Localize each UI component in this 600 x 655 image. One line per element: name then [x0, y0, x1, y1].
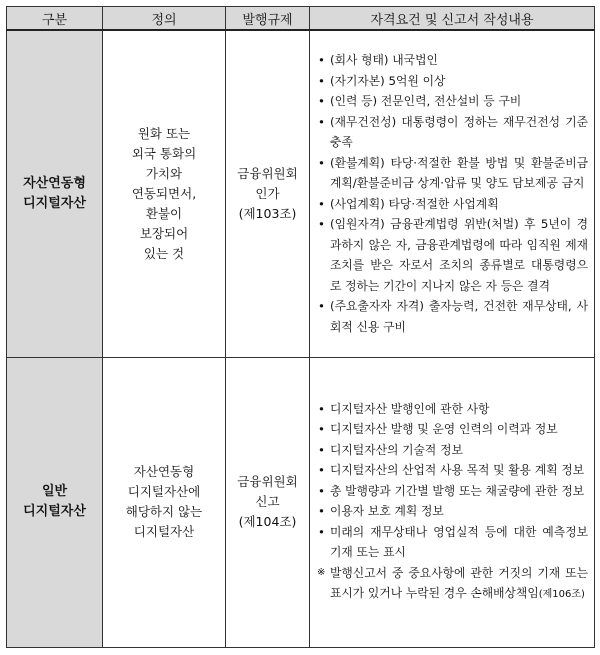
- definition-line: 디지털자산에: [127, 484, 201, 499]
- requirement-item: • 총 발행량과 기간별 발행 또는 채굴량에 관한 정보: [318, 481, 588, 502]
- liability-note: [318, 563, 588, 606]
- table-row: [7, 357, 595, 647]
- definition-line: 자산연동형: [133, 464, 195, 479]
- table-row: [7, 30, 595, 357]
- definition-line: 디지털자산: [133, 524, 195, 539]
- comparison-table: [6, 6, 595, 648]
- requirement-item: • (임원자격) 금융관계법령 위반(처벌) 후 5년이 경과하지 않은 자, 금융관계법령에 따라 임직원 제재조치를 받은 자로서 조치의 종류별로 대통령령으로 정하는 기간이 지나지 않은 자 등은 결격: [318, 214, 588, 296]
- category-line: 디지털자산: [23, 504, 86, 519]
- table-header-row: [7, 7, 595, 31]
- definition-cell: [103, 30, 226, 357]
- requirement-item: • (환불계획) 타당·적절한 환불 방법 및 환불준비금 계획/환불준비금 상계·압류 및 양도 담보제공 금지: [318, 153, 588, 194]
- category-line: 디지털자산: [23, 195, 86, 211]
- note-article-ref: (제106조): [538, 589, 585, 600]
- header-requirements: 자격요건 및 신고서 작성내용: [310, 7, 595, 31]
- note-text: 발행신고서 중 중요사항에 관한 거짓의 기재 또는 표시가 있거나 누락된 경우 손해배상책임: [330, 565, 588, 600]
- regulation-line: (제103조): [238, 205, 297, 221]
- category-cell: [7, 30, 103, 357]
- category-cell: [7, 357, 103, 647]
- definition-cell: [103, 357, 226, 647]
- requirement-item: • (사업계획) 타당·적절한 사업계획: [318, 194, 588, 215]
- regulation-cell: [226, 30, 310, 357]
- requirement-item: • (재무건전성) 대통령령이 정하는 재무건전성 기준 충족: [318, 112, 588, 153]
- regulation-cell: [226, 357, 310, 647]
- definition-line: 원화 또는: [137, 125, 191, 141]
- definition-line: 가치와: [145, 165, 183, 181]
- regulation-line: (제104조): [238, 514, 297, 529]
- requirements-cell: [310, 357, 595, 647]
- category-line: 일반: [41, 484, 68, 499]
- requirement-item: • 디지털자산 발행인에 관한 사항: [318, 399, 588, 420]
- requirements-cell: [310, 30, 595, 357]
- category-line: 자산연동형: [23, 175, 86, 191]
- requirement-item: • 디지털자산의 기술적 정보: [318, 440, 588, 461]
- definition-line: 해당하지 않는: [125, 504, 203, 519]
- requirement-item: • 이용자 보호 계획 정보: [318, 501, 588, 522]
- requirement-item: • (회사 형태) 내국법인: [318, 50, 588, 71]
- header-definition: 정의: [103, 7, 226, 31]
- header-regulation: 발행규제: [226, 7, 310, 31]
- regulation-line: 신고: [255, 494, 280, 509]
- requirement-item: • 디지털자산의 산업적 사용 목적 및 활용 계획 정보: [318, 460, 588, 481]
- requirement-item: • (자기자본) 5억원 이상: [318, 71, 588, 92]
- regulation-line: 금융위원회: [237, 165, 298, 181]
- requirement-item: • (주요출자자 자격) 출자능력, 건전한 재무상태, 사회적 신용 구비: [318, 296, 588, 337]
- definition-line: 보장되어: [139, 225, 189, 241]
- definition-line: 환불이: [145, 205, 183, 221]
- definition-line: 외국 통화의: [131, 145, 197, 161]
- regulation-line: 금융위원회: [237, 474, 298, 489]
- requirement-item: • 디지털자산 발행 및 운영 인력의 이력과 정보: [318, 419, 588, 440]
- definition-line: 연동되면서,: [131, 185, 197, 201]
- regulation-line: 인가: [255, 185, 280, 201]
- requirement-item: • (인력 등) 전문인력, 전산설비 등 구비: [318, 91, 588, 112]
- requirement-item: • 미래의 재무상태나 영업실적 등에 대한 예측정보 기재 또는 표시: [318, 522, 588, 563]
- definition-line: 있는 것: [143, 245, 185, 261]
- header-category: 구분: [7, 7, 103, 31]
